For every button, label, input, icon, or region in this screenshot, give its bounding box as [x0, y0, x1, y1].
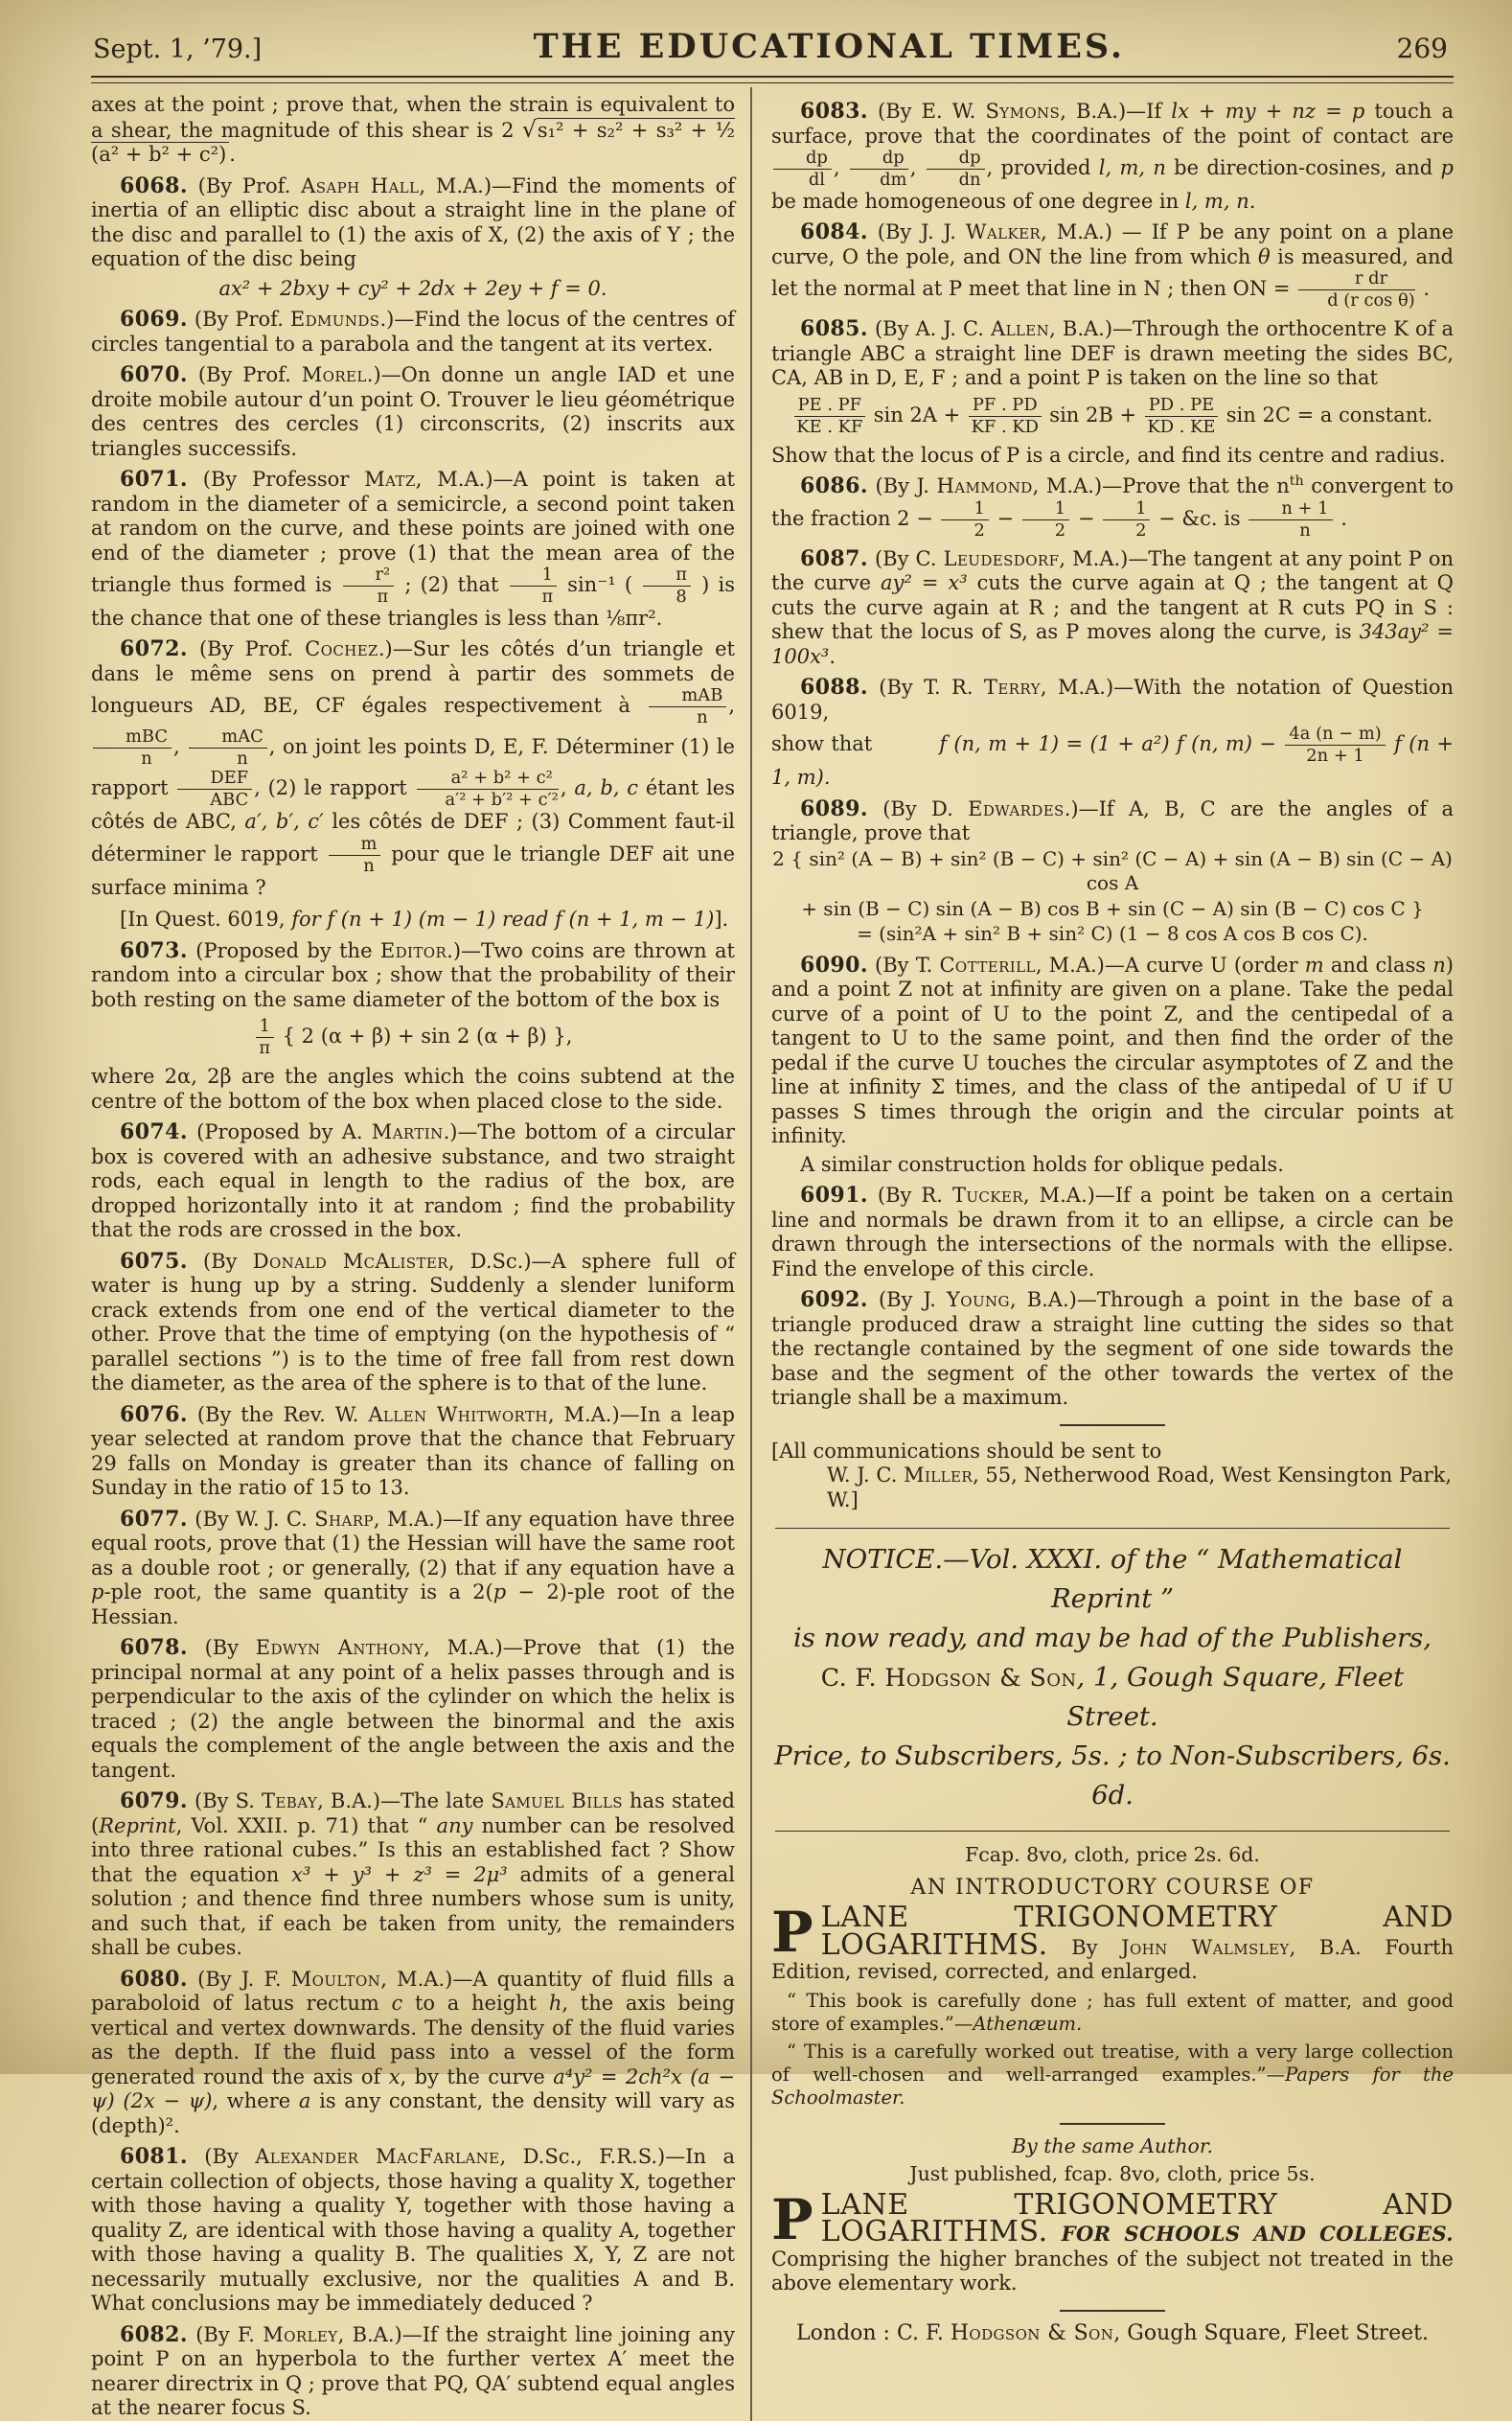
problem-6075: 6075. (By Donald McAlister, D.Sc.)—A sphere full of water is hung up by a string. Suddenly a slender luniform crack extends from one end of the vertical diameter to the other. Prove that the time of emptying (on the hypothesis of “ parallel sections ”) is to the time of free fall from rest down the diameter, as the area of the sphere is to that of the lune.	[91, 1248, 735, 1395]
fraction: $\frac{PD . PE}{KD . KE}$	[1145, 396, 1218, 437]
problem-number: 6081.	[120, 2144, 188, 2170]
problem-number: 6085.	[800, 316, 868, 342]
notice-line3: C. F. Hodgson & Son, 1, Gough Square, Fleet Street.	[820, 1662, 1405, 1733]
problem-number: 6075.	[120, 1248, 188, 1274]
page-number: 269	[1396, 33, 1448, 64]
small-caps-name: Tucker	[951, 1184, 1023, 1208]
small-caps-name: Asaph Hall	[301, 173, 420, 197]
small-caps-name: Cotterill	[939, 953, 1036, 977]
fraction: $\frac{PE . PF}{KE . KF}$	[794, 396, 865, 437]
fraction: $\frac{dp}{dl}$	[773, 149, 832, 190]
small-caps-name: Allen	[991, 317, 1050, 341]
problem-number: 6083.	[800, 99, 868, 124]
issue-date: Sept. 1, ’79.]	[93, 35, 263, 64]
problem-number: 6076.	[120, 1401, 188, 1427]
page-header	[91, 23, 1454, 76]
fraction: $\frac{PF . PD}{KF . KD}$	[969, 396, 1042, 437]
small-caps-name: Morel	[301, 363, 367, 386]
erratum-note: [In Quest. 6019, for f (n + 1) (m − 1) read f (n + 1, m − 1)].	[120, 908, 729, 932]
intro-continuation: axes at the point ; prove that, when the strain is equivalent to a shear, the magnitude of this shear is 2 √s₁² + s₂² + s₃² + ½ (a² + b² + c²) .	[91, 93, 735, 166]
problem-6070: 6070. (By Prof. Morel.)—On donne un angle IAD et une droite mobile autour d’un point O. Trouver le lieu géométrique des centres des cercles (1) circonscrits, (2) inscrits aux triangles successifs.	[91, 362, 735, 460]
problem-6068: 6068. (By Prof. Asaph Hall, M.A.)—Find the moments of inertia of an elliptic disc about a straight line in the plane of the disc and parallel to (1) the axis of X, (2) the axis of Y ; the equation of the disc being	[91, 173, 735, 270]
problem-6074: 6074. (Proposed by A. Martin.)—The bottom of a circular box is covered with an adhesive substance, and two straight rods, each equal in length to the radius of the box, are dropped horizontally into it at random ; find the probability that the rods are crossed in the box.	[91, 1119, 735, 1242]
drop-cap-letter: P	[771, 1900, 813, 1966]
problem-number: 6080.	[120, 1966, 188, 1992]
fraction: $\frac{1}{2}$	[1022, 499, 1069, 541]
left-column	[91, 87, 750, 2421]
problem-number: 6079.	[120, 1788, 188, 1814]
problem-number: 6077.	[120, 1506, 188, 1532]
notice-line1: NOTICE.—Vol. XXXI. of the “ Mathematical Reprint ”	[822, 1544, 1403, 1615]
formula-6073: $\frac{1}{\pi}$ { 2 (α + β) + sin 2 (α + β) },	[91, 1017, 735, 1058]
problem-6082: 6082. (By F. Morley, B.A.)—If the straight line joining any point P on an hyperbola to the further vertex A′ meet the nearer directrix in Q ; prove that PQ, QA′ subtend equal angles at the nearer focus S.	[91, 2321, 735, 2420]
small-caps-name: Sharp	[314, 1507, 374, 1531]
problem-6091: 6091. (By R. Tucker, M.A.)—If a point be taken on a certain line and normals be drawn from it to an ellipse, a circle can be drawn through the intersections of the normals with the ellipse. Find the envelope of this circle.	[771, 1183, 1454, 1280]
problem-number: 6087.	[800, 545, 868, 571]
fraction: $\frac{1}{2}$	[941, 499, 988, 541]
problem-number: 6091.	[800, 1183, 868, 1209]
fraction: $\frac{dp}{dn}$	[927, 149, 985, 190]
small-caps-name: C. F. Hodgson & Son	[820, 1664, 1077, 1693]
fraction: $\frac{\text{mAB}}{n}$	[649, 686, 726, 727]
problem-6087: 6087. (By C. Leudesdorf, M.A.)—The tangent at any point P on the curve ay² = x³ cuts the curve again at Q ; the tangent at Q cuts the curve again at R ; and the tangent at R cuts PQ in S : shew that the locus of S, as P moves along the curve, is 343ay² = 100x³.	[771, 545, 1455, 668]
fraction: $\frac{1}{2}$	[1103, 499, 1150, 541]
problem-number: 6070.	[120, 362, 188, 387]
problem-number: 6074.	[120, 1119, 188, 1145]
problem-6090: 6090. (By T. Cotterill, M.A.)—A curve U (order m and class n) and a point Z not at infinity are given on a plane. Take the pedal curve of a point of U to the point Z, and the centipedal of a tangent to U to the same point, and then find the order of the pedal if the curve U touches the circular asymptotes of Z and the line at infinity Σ times, and the class of the antipedal of U if U passes S times through the origin and the circular points at infinity.	[771, 952, 1454, 1148]
rule-after-notice	[775, 1831, 1450, 1832]
problem-6078: 6078. (By Edwyn Anthony, M.A.)—Prove that (1) the principal normal at any point of a helix passes through and is perpendicular to the axis of the cylinder on which the helix is traced ; (2) the angle between the binormal and the axis equals the complement of the angle between the axis and the tangent.	[91, 1635, 735, 1782]
problem-number: 6071.	[120, 467, 188, 492]
formula-6068: ax² + 2bxy + cy² + 2dx + 2ey + f = 0.	[218, 276, 607, 300]
right-column	[752, 87, 1454, 2421]
problem-number: 6072.	[120, 636, 188, 662]
ad-divider	[1060, 2123, 1165, 2125]
small-caps-name: Hodgson & Son	[950, 2320, 1114, 2345]
small-caps-name: Alexander MacFarlane	[255, 2145, 500, 2169]
ad2-published-line: Just published, fcap. 8vo, cloth, price 5s.	[909, 2162, 1316, 2186]
problem-number: 6073.	[120, 937, 188, 963]
small-caps-name: Walker	[965, 220, 1042, 244]
problem-number: 6086.	[800, 473, 868, 499]
problem-6077: 6077. (By W. J. C. Sharp, M.A.)—If any equation have three equal roots, prove that (1) the Hessian will have the same root as a double root ; or generally, (2) that if any equation have a p-ple root, the same quantity is a 2(p − 2)-ple root of the Hessian.	[91, 1506, 735, 1628]
ad2-same-author: By the same Author.	[1012, 2133, 1213, 2157]
scanned-page	[91, 23, 1454, 2421]
rule-before-notice	[775, 1528, 1450, 1529]
small-caps-name: Leudesdorf	[943, 546, 1060, 570]
problem-6073: 6073. (Proposed by the Editor.)—Two coins are thrown at random into a circular box ; show that the probability of their both resting on the same diameter of the bottom of the box is	[91, 937, 735, 1011]
problem-6092: 6092. (By J. Young, B.A.)—Through a point in the base of a triangle produced draw a straight line cutting the sides so that the rectangle contained by the segment of one side towards the base and the segment of the other towards the vertex of the triangle shall be a maximum.	[771, 1287, 1454, 1410]
small-caps-name: Allen Whitworth	[368, 1402, 548, 1426]
ad2-divider	[1060, 2310, 1165, 2312]
drop-cap-letter: P	[771, 2186, 813, 2252]
ad1-title-block: PLANE TRIGONOMETRY AND LOGARITHMS. By John Walmsley, B.A. Fourth Edition, revised, corrected, and enlarged.	[771, 1900, 1454, 1984]
problem-6072: 6072. (By Prof. Cochez.)—Sur les côtés d’un triangle et dans le même sens on prend à partir des sommets de longueurs AD, BE, CF égales respectivement à $\frac{\text{mAB}}{n}$ , $\frac{\text{mBC}}{n}$ , $\frac{\text{mAC}}{n}$ , on joint les points D, E, F. Déterminer (1) le rapport $\frac{\text{DEF}}{\text{ABC}}$ , (2) le rapport $\frac{\text{a² + b² + c²}}{\text{a′² + b′² + c′²}}$ , a, b, c étant les côtés de ABC, a′, b′, c′ les côtés de DEF ; (3) Comment faut-il déterminer le rapport $\frac{m}{n}$ pour que le triangle DEF ait une surface minima ?	[91, 636, 735, 899]
problem-number: 6068.	[120, 173, 188, 198]
ad1-series-line: AN INTRODUCTORY COURSE OF	[910, 1875, 1315, 1900]
problem-6086: 6086. (By J. Hammond, M.A.)—Prove that the $n^{th}$ convergent to the fraction 2 − $\frac{1}{2}$ − $\frac{1}{2}$ − $\frac{1}{2}$ − &c. is $\frac{n + 1}{n}$ .	[771, 473, 1454, 541]
small-caps-name: Terry	[983, 676, 1041, 700]
ad1-review-athenaeum: “ This book is carefully done ; has full extent of matter, and good store of examples.”—Athenæum.	[771, 1989, 1454, 2035]
problem-6079: 6079. (By S. Tebay, B.A.)—The late Samuel Bills has stated (Reprint, Vol. XXII. p. 71) that “ any number can be resolved into three rational cubes.” Is this an established fact ? Show that the equation x³ + y³ + z³ = 2μ³ admits of a general solution ; and thence find three numbers whose sum is unity, and such that, if each be taken from unity, the remainders shall be cubes.	[91, 1788, 736, 1960]
problem-number: 6078.	[120, 1635, 188, 1661]
ad1-review-schoolmaster: “ This is a carefully worked out treatise, with a very large collection of well-chosen and well-arranged examples.”—Papers for the Schoolmaster.	[771, 2040, 1454, 2109]
formula-6088: show that f (n, m + 1) = (1 + a²) f (n, m) − $\frac{4a (n - m)}{2n + 1}$ f (n + 1, m).	[771, 724, 1454, 790]
problem-6089: 6089. (By D. Edwardes.)—If A, B, C are the angles of a triangle, prove that	[771, 795, 1455, 845]
problem-6071: 6071. (By Professor Matz, M.A.)—A point is taken at random in the diameter of a semicircle, a second point taken at random on the curve, and these points are joined with one end of the diameter ; prove (1) that the mean area of the triangle thus formed is $\frac{\text{r²}}{\pi}$ ; (2) that $\frac{1}{\pi}$ sin⁻¹ ( $\frac{\pi}{8}$ ) is the chance that one of these triangles is less than ⅛πr².	[91, 467, 735, 630]
problem-6076: 6076. (By the Rev. W. Allen Whitworth, M.A.)—In a leap year selected at random prove that the chance that February 29 falls on Monday is greater than its chance of falling on Sunday in the ratio of 15 to 13.	[91, 1401, 735, 1500]
fraction: $\frac{m}{n}$	[329, 835, 381, 876]
communications-note: [All communications should be sent to	[771, 1439, 1162, 1463]
problem-6084: 6084. (By J. J. Walker, M.A.) — If P be any point on a plane curve, O the pole, and ON the line from which θ is measured, and let the normal at P meet that line in N ; then ON = $\frac{\text{r dr}}{\text{d (r cos θ)}}$ .	[771, 219, 1455, 311]
problem-6080: 6080. (By J. F. Moulton, M.A.)—A quantity of fluid fills a paraboloid of latus rectum c to a height h, the axis being vertical and vertex downwards. The density of the fluid varies as the depth. If the fluid pass into a vessel of the form generated round the axis of x, by the curve a⁴y² = 2ch²x (a − ψ) (2x − ψ), where a is any constant, the density will vary as (depth)².	[91, 1966, 736, 2137]
small-caps-name: Samuel Bills	[491, 1789, 623, 1813]
problem-number: 6089.	[800, 795, 868, 821]
problem-number: 6092.	[800, 1287, 868, 1313]
small-caps-name: Edwardes	[968, 796, 1065, 820]
problem-6083: 6083. (By E. W. Symons, B.A.)—If lx + my + nz = p touch a surface, prove that the coordinates of the point of contact are $\frac{dp}{dl}$ , $\frac{dp}{dm}$ , $\frac{dp}{dn}$ , provided l, m, n be direction-cosines, and p be made homogeneous of one degree in l, m, n.	[771, 99, 1454, 213]
header-rule	[91, 76, 1454, 83]
two-column-body	[91, 87, 1454, 2421]
fraction: $\frac{\pi}{8}$	[643, 565, 691, 607]
problem-number: 6082.	[120, 2321, 188, 2347]
small-caps-name: Edwyn Anthony	[255, 1636, 424, 1660]
page-title: THE EDUCATIONAL TIMES.	[533, 27, 1126, 66]
problem-6090-continued: A similar construction holds for oblique pedals.	[800, 1152, 1284, 1176]
fraction: $\frac{1}{\pi}$	[510, 565, 557, 607]
small-caps-name: Moulton	[290, 1967, 381, 1991]
small-caps-name: Donald McAlister	[252, 1249, 448, 1273]
fraction: $\frac{\text{mAC}}{n}$	[189, 727, 266, 769]
problem-number: 6069.	[120, 307, 188, 332]
small-caps-name: Miller	[904, 1464, 974, 1487]
small-caps-name: Martin	[371, 1120, 444, 1144]
fraction: $\frac{1}{\pi}$	[256, 1017, 274, 1058]
fraction: $\frac{\text{DEF}}{\text{ABC}}$	[177, 769, 252, 810]
formula-6089-line3: = (sin²A + sin² B + sin² C) (1 − 8 cos A cos B cos C).	[857, 922, 1368, 946]
formula-6085: $\frac{PE . PF}{KE . KF}$ sin 2A + $\frac{PF . PD}{KF . KD}$ sin 2B + $\frac{PD . PE}{KD . KE}$ sin 2C = a constant.	[771, 396, 1454, 437]
problem-6081: 6081. (By Alexander MacFarlane, D.Sc., F.R.S.)—In a certain collection of objects, those having a quality X, together with those having a quality Y, together with those having a quality Z, are identical with those having a quality A, together with those having a quality B. The qualities X, Y, Z are not necessarily mutually exclusive, nor the qualities A and B. What conclusions may be immediately deduced ?	[91, 2144, 735, 2316]
problem-6073-continued: where 2α, 2β are the angles which the coins subtend at the centre of the bottom of the box when placed close to the side.	[91, 1065, 735, 1113]
notice-line4: Price, to Subscribers, 5s. ; to Non-Subscribers, 6s. 6d.	[774, 1741, 1451, 1811]
small-caps-name: Symons	[985, 100, 1061, 123]
publisher-imprint: London : C. F. Hodgson & Son, Gough Square, Fleet Street.	[796, 2320, 1429, 2345]
problem-number: 6090.	[800, 952, 868, 978]
communications-address: W. J. C. Miller, 55, Netherwood Road, West Kensington Park, W.]	[827, 1464, 1453, 1511]
fraction: $\frac{\text{a² + b² + c²}}{\text{a′² + b′² + c′²}}$	[417, 769, 559, 810]
small-caps-name: Tebay	[262, 1789, 318, 1813]
formula-6089-line2: + sin (B − C) sin (A − B) cos B + sin (C − A) sin (B − C) cos C }	[801, 896, 1424, 920]
radical: √s₁² + s₂² + s₃² + ½ (a² + b² + c²)	[91, 115, 735, 166]
fraction: $\frac{\text{r dr}}{\text{d (r cos θ)}}$	[1298, 269, 1415, 311]
small-caps-name: Edmunds	[289, 308, 380, 331]
small-caps-name: Editor	[379, 938, 447, 962]
fraction: $\frac{\text{mBC}}{n}$	[93, 727, 172, 769]
small-caps-name: Matz	[364, 468, 416, 491]
ad2-title-block: PLANE TRIGONOMETRY AND LOGARITHMS. FOR SCHOOLS AND COLLEGES. Comprising the higher branches of the subject not treated in the above elementary work.	[771, 2186, 1454, 2295]
fraction: $\frac{4a (n - m)}{2n + 1}$	[1285, 725, 1385, 766]
problem-6085: 6085. (By A. J. C. Allen, B.A.)—Through the orthocentre K of a triangle ABC a straight line DEF is drawn meeting the sides BC, CA, AB in D, E, F ; and a point P is taken on the line so that	[771, 316, 1454, 390]
problem-number: 6088.	[800, 675, 868, 701]
problem-6088: 6088. (By T. R. Terry, M.A.)—With the notation of Question 6019,	[771, 675, 1455, 724]
notice-line2: is now ready, and may be had of the Publishers,	[792, 1623, 1432, 1654]
formula-6089-line1: 2 { sin² (A − B) + sin² (B − C) + sin² (C − A) + sin (A − B) sin (C − A) cos A	[772, 846, 1453, 895]
small-caps-name: Young	[947, 1288, 1010, 1312]
problem-number: 6084.	[800, 219, 868, 245]
small-caps-name: Hammond	[936, 474, 1033, 498]
section-divider	[1060, 1424, 1165, 1426]
small-caps-name: Cochez	[305, 637, 378, 661]
fraction: $\frac{n + 1}{n}$	[1249, 499, 1332, 541]
ad1-format-line: Fcap. 8vo, cloth, price 2s. 6d.	[965, 1843, 1260, 1867]
fraction: $\frac{\text{r²}}{\pi}$	[343, 565, 395, 607]
problem-6085-continued: Show that the locus of P is a circle, and find its centre and radius.	[771, 443, 1446, 467]
small-caps-name: John Walmsley	[1121, 1935, 1290, 1959]
problem-6069: 6069. (By Prof. Edmunds.)—Find the locus of the centres of circles tangential to a parabola and the tangent at its vertex.	[91, 307, 735, 356]
fraction: $\frac{dp}{dm}$	[850, 149, 908, 190]
small-caps-name: Morley	[263, 2322, 338, 2346]
